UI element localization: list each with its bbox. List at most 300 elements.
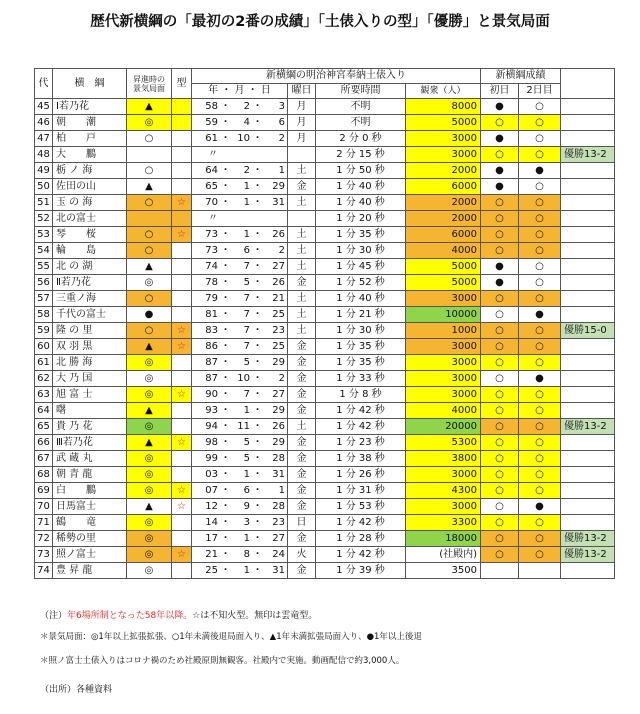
cell-crowd: 3000 <box>406 355 481 371</box>
cell-yobi: 金 <box>288 275 316 291</box>
cell-yobi: 金 <box>288 499 316 515</box>
cell-date-separator: ・ <box>252 515 263 531</box>
cell-dai: 74 <box>35 563 53 579</box>
cell-kyoku: ○ <box>127 291 172 307</box>
cell-kata: ☆ <box>172 323 192 339</box>
cell-yobi: 金 <box>288 371 316 387</box>
cell-crowd: 1000 <box>406 323 481 339</box>
cell-dai: 67 <box>35 451 53 467</box>
cell-crowd: 10000 <box>406 307 481 323</box>
cell-kata <box>172 243 192 259</box>
cell-dai: 57 <box>35 291 53 307</box>
cell-kata <box>172 163 192 179</box>
cell-yobi: 土 <box>288 291 316 307</box>
cell-time: 1 分 53 秒 <box>316 499 406 515</box>
cell-y: 17 <box>192 531 221 547</box>
cell-note <box>561 403 615 419</box>
table-row <box>35 275 615 291</box>
cell-time: 1 分 23 秒 <box>316 435 406 451</box>
header-day2: 2日目 <box>519 84 561 99</box>
cell-dai: 52 <box>35 211 53 227</box>
cell-name: 玉 の 海 <box>53 195 127 211</box>
cell-kyoku: ◎ <box>127 355 172 371</box>
table-row <box>35 147 615 163</box>
cell-kyoku: ◎ <box>127 563 172 579</box>
cell-kata <box>172 371 192 387</box>
cell-name: 北 勝 海 <box>53 355 127 371</box>
cell-y: 98 <box>192 435 221 451</box>
cell-kyoku: ○ <box>127 163 172 179</box>
cell-dai: 63 <box>35 387 53 403</box>
cell-dai: 56 <box>35 275 53 291</box>
cell-date-separator: ・ <box>252 243 263 259</box>
cell-d1: ● <box>481 163 519 179</box>
cell-crowd: 4000 <box>406 403 481 419</box>
cell-date-separator <box>252 211 263 227</box>
cell-d1: ● <box>481 99 519 115</box>
cell-y: 86 <box>192 339 221 355</box>
cell-name: 佐田の山 <box>53 179 127 195</box>
cell-kata <box>172 531 192 547</box>
cell-yobi: 金 <box>288 467 316 483</box>
cell-name: 輪 島 <box>53 243 127 259</box>
cell-d1: ○ <box>481 403 519 419</box>
cell-name: 北 の 湖 <box>53 259 127 275</box>
cell-d2: ○ <box>519 227 561 243</box>
cell-note <box>561 435 615 451</box>
cell-y: 70 <box>192 195 221 211</box>
cell-time: 2 分 0 秒 <box>316 131 406 147</box>
cell-y: 〃 <box>192 147 221 163</box>
cell-kata <box>172 515 192 531</box>
cell-m: 1 <box>231 403 252 419</box>
cell-kyoku: ○ <box>127 131 172 147</box>
cell-name: 白 鵬 <box>53 483 127 499</box>
cell-y: 07 <box>192 483 221 499</box>
cell-d2: ○ <box>519 275 561 291</box>
cell-time: 1 分 40 秒 <box>316 179 406 195</box>
cell-yobi: 金 <box>288 451 316 467</box>
table-row <box>35 227 615 243</box>
cell-dai: 71 <box>35 515 53 531</box>
cell-name: Ⅱ若乃花 <box>53 275 127 291</box>
table-row <box>35 195 615 211</box>
cell-note <box>561 275 615 291</box>
cell-time: 1 分 35 秒 <box>316 339 406 355</box>
cell-kyoku: ◎ <box>127 387 172 403</box>
cell-m <box>231 211 252 227</box>
cell-name: Ⅰ若乃花 <box>53 99 127 115</box>
table-row <box>35 547 615 563</box>
cell-date-separator: ・ <box>220 515 231 531</box>
cell-crowd: 3000 <box>406 467 481 483</box>
cell-d: 29 <box>263 435 288 451</box>
cell-name: 朝 青 龍 <box>53 467 127 483</box>
cell-m: 5 <box>231 355 252 371</box>
cell-name: 柏 戸 <box>53 131 127 147</box>
cell-d1: ○ <box>481 419 519 435</box>
cell-y: 93 <box>192 403 221 419</box>
note-1-prefix: （注） <box>40 611 68 621</box>
cell-date-separator: ・ <box>220 563 231 579</box>
cell-yobi: 月 <box>288 99 316 115</box>
cell-dai: 70 <box>35 499 53 515</box>
cell-yobi: 土 <box>288 419 316 435</box>
cell-dai: 58 <box>35 307 53 323</box>
cell-crowd: 2000 <box>406 195 481 211</box>
cell-yobi: 月 <box>288 131 316 147</box>
cell-date-separator: ・ <box>220 99 231 115</box>
cell-time: 1 分 30 秒 <box>316 243 406 259</box>
cell-crowd: 3000 <box>406 291 481 307</box>
table-row <box>35 307 615 323</box>
cell-date-separator: ・ <box>252 451 263 467</box>
cell-time: 1 分 42 秒 <box>316 515 406 531</box>
cell-d <box>263 211 288 227</box>
cell-kyoku: ▲ <box>127 339 172 355</box>
cell-date-separator: ・ <box>252 275 263 291</box>
cell-note <box>561 227 615 243</box>
cell-d2: ● <box>519 307 561 323</box>
cell-date-separator: ・ <box>252 403 263 419</box>
cell-yobi: 金 <box>288 483 316 499</box>
cell-kyoku: ◎ <box>127 115 172 131</box>
cell-m: 6 <box>231 243 252 259</box>
table-row <box>35 531 615 547</box>
cell-kata <box>172 259 192 275</box>
cell-kata <box>172 131 192 147</box>
cell-yobi: 金 <box>288 531 316 547</box>
table-row <box>35 131 615 147</box>
cell-time: 1 分 42 秒 <box>316 403 406 419</box>
cell-crowd: 3000 <box>406 339 481 355</box>
cell-d1: ○ <box>481 211 519 227</box>
cell-name: 曙 <box>53 403 127 419</box>
cell-d2: ○ <box>519 195 561 211</box>
cell-y: 83 <box>192 323 221 339</box>
cell-dai: 72 <box>35 531 53 547</box>
cell-dai: 65 <box>35 419 53 435</box>
cell-date-separator: ・ <box>220 387 231 403</box>
cell-d: 2 <box>263 371 288 387</box>
cell-crowd: 5000 <box>406 275 481 291</box>
cell-note <box>561 371 615 387</box>
cell-kyoku: ○ <box>127 195 172 211</box>
header-dai: 代 <box>35 69 53 99</box>
cell-dai: 62 <box>35 371 53 387</box>
cell-d1: ○ <box>481 499 519 515</box>
cell-time: 1 分 8 秒 <box>316 387 406 403</box>
cell-dai: 47 <box>35 131 53 147</box>
cell-yobi: 月 <box>288 115 316 131</box>
cell-date-separator: ・ <box>252 163 263 179</box>
cell-date-separator: ・ <box>252 131 263 147</box>
note-source: （出所）各種資料 <box>40 685 113 695</box>
cell-d2: ● <box>519 163 561 179</box>
cell-m: 7 <box>231 307 252 323</box>
cell-d: 3 <box>263 99 288 115</box>
cell-dai: 59 <box>35 323 53 339</box>
cell-kyoku: ◎ <box>127 547 172 563</box>
cell-d: 31 <box>263 467 288 483</box>
cell-date-separator: ・ <box>220 163 231 179</box>
cell-d: 31 <box>263 563 288 579</box>
cell-m: 4 <box>231 115 252 131</box>
cell-yobi: 金 <box>288 355 316 371</box>
cell-kata: ☆ <box>172 195 192 211</box>
cell-time: 1 分 50 秒 <box>316 163 406 179</box>
cell-kyoku: ▲ <box>127 435 172 451</box>
header-kyokumen: 昇進時の 景気局面 <box>127 69 172 99</box>
cell-note <box>561 259 615 275</box>
cell-kyoku: ○ <box>127 323 172 339</box>
cell-dai: 46 <box>35 115 53 131</box>
cell-yobi: 土 <box>288 259 316 275</box>
cell-m: 2 <box>231 163 252 179</box>
header-note <box>561 69 615 99</box>
cell-name: 琴 桜 <box>53 227 127 243</box>
table-row <box>35 259 615 275</box>
cell-crowd: 3000 <box>406 499 481 515</box>
cell-d1: ● <box>481 275 519 291</box>
cell-date-separator: ・ <box>252 259 263 275</box>
cell-time: 不明 <box>316 115 406 131</box>
cell-name: 貴 乃 花 <box>53 419 127 435</box>
cell-kata: ☆ <box>172 435 192 451</box>
cell-d: 23 <box>263 515 288 531</box>
cell-note: 優勝13-2 <box>561 147 615 163</box>
cell-kata: ☆ <box>172 483 192 499</box>
table-row <box>35 211 615 227</box>
cell-dai: 60 <box>35 339 53 355</box>
cell-note <box>561 115 615 131</box>
cell-name: 三重ノ海 <box>53 291 127 307</box>
cell-d1: ○ <box>481 451 519 467</box>
header-dohyo-group: 新横綱の明治神宮奉納土俵入り <box>192 69 481 84</box>
cell-kyoku: ◎ <box>127 483 172 499</box>
cell-d2: ○ <box>519 531 561 547</box>
cell-note <box>561 195 615 211</box>
table-row <box>35 355 615 371</box>
cell-d1: ○ <box>481 323 519 339</box>
cell-date-separator: ・ <box>252 563 263 579</box>
cell-d1: ○ <box>481 195 519 211</box>
cell-dai: 49 <box>35 163 53 179</box>
header-kata: 型 <box>172 69 192 99</box>
cell-dai: 54 <box>35 243 53 259</box>
cell-y: 25 <box>192 563 221 579</box>
cell-date-separator: ・ <box>252 355 263 371</box>
cell-note <box>561 387 615 403</box>
cell-dai: 50 <box>35 179 53 195</box>
cell-y: 74 <box>192 259 221 275</box>
cell-m: 5 <box>231 435 252 451</box>
cell-dai: 45 <box>35 99 53 115</box>
cell-kyoku: ▲ <box>127 499 172 515</box>
cell-d: 6 <box>263 115 288 131</box>
table-row <box>35 179 615 195</box>
cell-yobi: 土 <box>288 307 316 323</box>
cell-note <box>561 451 615 467</box>
cell-d <box>263 147 288 163</box>
cell-date-separator: ・ <box>252 531 263 547</box>
cell-note <box>561 211 615 227</box>
cell-note <box>561 179 615 195</box>
header-seiseki-group: 新横綱成績 <box>481 69 561 84</box>
cell-kata <box>172 451 192 467</box>
cell-d1: ○ <box>481 371 519 387</box>
note-1-rest: ☆は不知火型。無印は雲竜型。 <box>192 611 318 621</box>
cell-d2: ○ <box>519 403 561 419</box>
cell-dai: 69 <box>35 483 53 499</box>
cell-note <box>561 243 615 259</box>
table-row <box>35 403 615 419</box>
cell-note <box>561 483 615 499</box>
cell-m: 7 <box>231 259 252 275</box>
cell-time: 1 分 39 秒 <box>316 563 406 579</box>
cell-name: 稀勢の里 <box>53 531 127 547</box>
cell-kata: ☆ <box>172 227 192 243</box>
header-time: 所要時間 <box>316 84 406 99</box>
cell-note: 優勝13-2 <box>561 547 615 563</box>
cell-y: 81 <box>192 307 221 323</box>
cell-crowd: 3000 <box>406 387 481 403</box>
cell-d: 27 <box>263 387 288 403</box>
cell-m: 9 <box>231 499 252 515</box>
cell-name: 北の富士 <box>53 211 127 227</box>
cell-d2: ○ <box>519 467 561 483</box>
cell-d2: ○ <box>519 131 561 147</box>
cell-m: 6 <box>231 483 252 499</box>
cell-kata <box>172 403 192 419</box>
cell-dai: 66 <box>35 435 53 451</box>
cell-m <box>231 147 252 163</box>
cell-time: 1 分 40 秒 <box>316 291 406 307</box>
header-day1: 初日 <box>481 84 519 99</box>
cell-m: 1 <box>231 195 252 211</box>
cell-kata: ☆ <box>172 387 192 403</box>
table-row <box>35 435 615 451</box>
cell-d2: ○ <box>519 435 561 451</box>
cell-date-separator <box>252 147 263 163</box>
cell-y: 73 <box>192 243 221 259</box>
cell-note <box>561 339 615 355</box>
note-1 <box>40 608 317 621</box>
table-row <box>35 467 615 483</box>
cell-d1: ● <box>481 259 519 275</box>
cell-time: 1 分 21 秒 <box>316 307 406 323</box>
cell-d2: ● <box>519 499 561 515</box>
cell-m: 1 <box>231 563 252 579</box>
cell-date-separator: ・ <box>252 179 263 195</box>
cell-d2 <box>519 563 561 579</box>
cell-m: 1 <box>231 467 252 483</box>
cell-m: 10 <box>231 131 252 147</box>
cell-d: 24 <box>263 547 288 563</box>
table-row <box>35 339 615 355</box>
cell-y: 73 <box>192 227 221 243</box>
cell-yobi: 金 <box>288 387 316 403</box>
cell-date-separator: ・ <box>220 371 231 387</box>
cell-crowd: 3000 <box>406 131 481 147</box>
cell-d: 2 <box>263 243 288 259</box>
cell-m: 3 <box>231 515 252 531</box>
cell-d2: ○ <box>519 483 561 499</box>
cell-d2: ○ <box>519 323 561 339</box>
cell-y: 64 <box>192 163 221 179</box>
cell-kyoku: ○ <box>127 227 172 243</box>
header-yobi: 曜日 <box>288 84 316 99</box>
cell-crowd: 3500 <box>406 563 481 579</box>
cell-yobi <box>288 147 316 163</box>
cell-d: 26 <box>263 275 288 291</box>
cell-kyoku: ○ <box>127 243 172 259</box>
cell-kyoku: ◎ <box>127 515 172 531</box>
cell-time: 1 分 45 秒 <box>316 259 406 275</box>
table-row <box>35 323 615 339</box>
cell-date-separator: ・ <box>220 339 231 355</box>
cell-note <box>561 99 615 115</box>
cell-note <box>561 291 615 307</box>
cell-kata <box>172 467 192 483</box>
cell-date-separator: ・ <box>252 115 263 131</box>
cell-name: 大 鵬 <box>53 147 127 163</box>
cell-name: 旭 富 士 <box>53 387 127 403</box>
cell-time: 1 分 20 秒 <box>316 211 406 227</box>
cell-name: 大 乃 国 <box>53 371 127 387</box>
cell-d: 26 <box>263 419 288 435</box>
cell-crowd: 3000 <box>406 147 481 163</box>
cell-yobi: 土 <box>288 323 316 339</box>
cell-y: 65 <box>192 179 221 195</box>
cell-m: 5 <box>231 275 252 291</box>
cell-date-separator: ・ <box>220 275 231 291</box>
cell-date-separator: ・ <box>252 435 263 451</box>
cell-d1: ○ <box>481 547 519 563</box>
cell-date-separator: ・ <box>220 499 231 515</box>
cell-kyoku: ▲ <box>127 179 172 195</box>
cell-m: 1 <box>231 179 252 195</box>
cell-dai: 51 <box>35 195 53 211</box>
cell-kyoku <box>127 211 172 227</box>
cell-kata <box>172 147 192 163</box>
cell-kata: ☆ <box>172 499 192 515</box>
cell-kyoku: ◎ <box>127 467 172 483</box>
cell-y: 03 <box>192 467 221 483</box>
cell-d1: ○ <box>481 435 519 451</box>
cell-date-separator: ・ <box>220 115 231 131</box>
cell-note: 優勝13-2 <box>561 531 615 547</box>
cell-kata <box>172 115 192 131</box>
cell-yobi: 金 <box>288 403 316 419</box>
cell-date-separator <box>220 147 231 163</box>
table-row <box>35 451 615 467</box>
cell-yobi: 日 <box>288 515 316 531</box>
cell-date-separator: ・ <box>220 483 231 499</box>
cell-d1: ○ <box>481 531 519 547</box>
cell-d1: ○ <box>481 291 519 307</box>
cell-d: 23 <box>263 323 288 339</box>
cell-crowd: 5000 <box>406 259 481 275</box>
cell-date-separator: ・ <box>220 179 231 195</box>
cell-m: 10 <box>231 371 252 387</box>
table-row <box>35 499 615 515</box>
cell-y: 59 <box>192 115 221 131</box>
cell-date-separator: ・ <box>220 547 231 563</box>
cell-time: 不明 <box>316 99 406 115</box>
cell-crowd: 5300 <box>406 435 481 451</box>
cell-crowd: 18000 <box>406 531 481 547</box>
